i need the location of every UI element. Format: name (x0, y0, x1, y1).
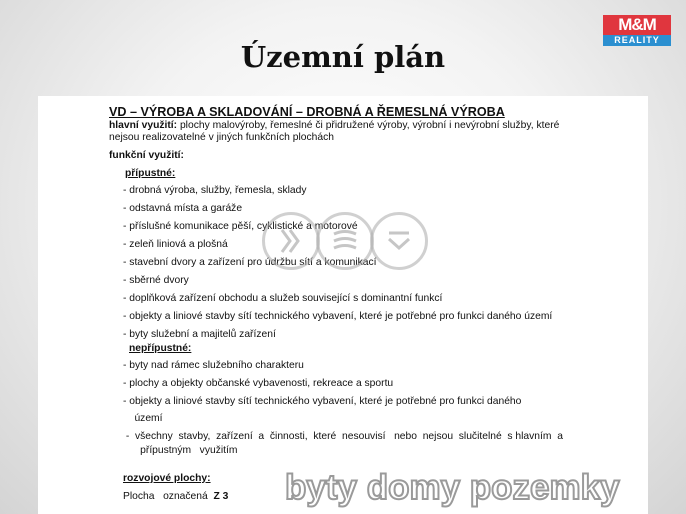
mm-reality-logo (603, 15, 671, 46)
list-item: - objekty a liniové stavby sítí technického vybavení, které je potřebné pro funkci daného (123, 396, 522, 407)
watermark-text: byty domy pozemky (285, 468, 620, 507)
document-page (38, 96, 648, 514)
area-text: Plocha označená (123, 491, 214, 502)
area-code: Z 3 (213, 491, 229, 502)
list-item: - sběrné dvory (123, 275, 189, 286)
not-permitted-label: nepřípustné: (129, 343, 192, 354)
main-use (109, 120, 559, 132)
list-item: - stavební dvory a zařízení pro údržbu sítí a komunikací (123, 257, 377, 268)
list-item: - odstavná místa a garáže (123, 203, 243, 214)
permitted-label: přípustné: (125, 168, 176, 179)
area-line (123, 491, 228, 503)
list-item: - objekty a liniové stavby sítí technického vybavení, které je potřebné pro funkci daného území (123, 311, 553, 322)
main-use-text: plochy malovýroby, řemeslné či přidružené výroby, výrobní i nevýrobní služby, které (177, 120, 560, 131)
doc-title: VD – VÝROBA A SKLADOVÁNÍ – DROBNÁ A ŘEMESLNÁ VÝROBA (109, 105, 505, 119)
slide-title: Územní plán (240, 40, 446, 74)
logo-top: M&M (603, 15, 671, 35)
list-item: - zeleň liniová a plošná (123, 239, 228, 250)
development-label: rozvojové plochy: (123, 473, 211, 484)
list-item: - drobná výroba, služby, řemesla, sklady (123, 185, 307, 196)
list-item: - příslušné komunikace pěší, cyklistické a motorové (123, 221, 358, 232)
list-item-continuation: přípustným využitím (123, 445, 238, 456)
main-use-label: hlavní využití: (109, 120, 178, 131)
list-item: - plochy a objekty občanské vybavenosti, rekreace a sportu (123, 378, 394, 389)
list-item: - doplňková zařízení obchodu a služeb související s dominantní funkcí (123, 293, 443, 304)
list-item: - všechny stavby, zařízení a činnosti, které nesouvisí nebo nejsou slučitelné s hlavním a (123, 431, 563, 442)
list-item: - byty nad rámec služebního charakteru (123, 360, 304, 371)
main-use-text-2: nejsou realizovatelné v jiných funkčních plochách (109, 132, 334, 143)
list-item: - byty služební a majitelů zařízení (123, 329, 276, 340)
functional-use-label: funkční využití: (109, 150, 184, 161)
logo-bottom: REALITY (603, 35, 671, 46)
list-item-continuation: území (123, 413, 163, 424)
